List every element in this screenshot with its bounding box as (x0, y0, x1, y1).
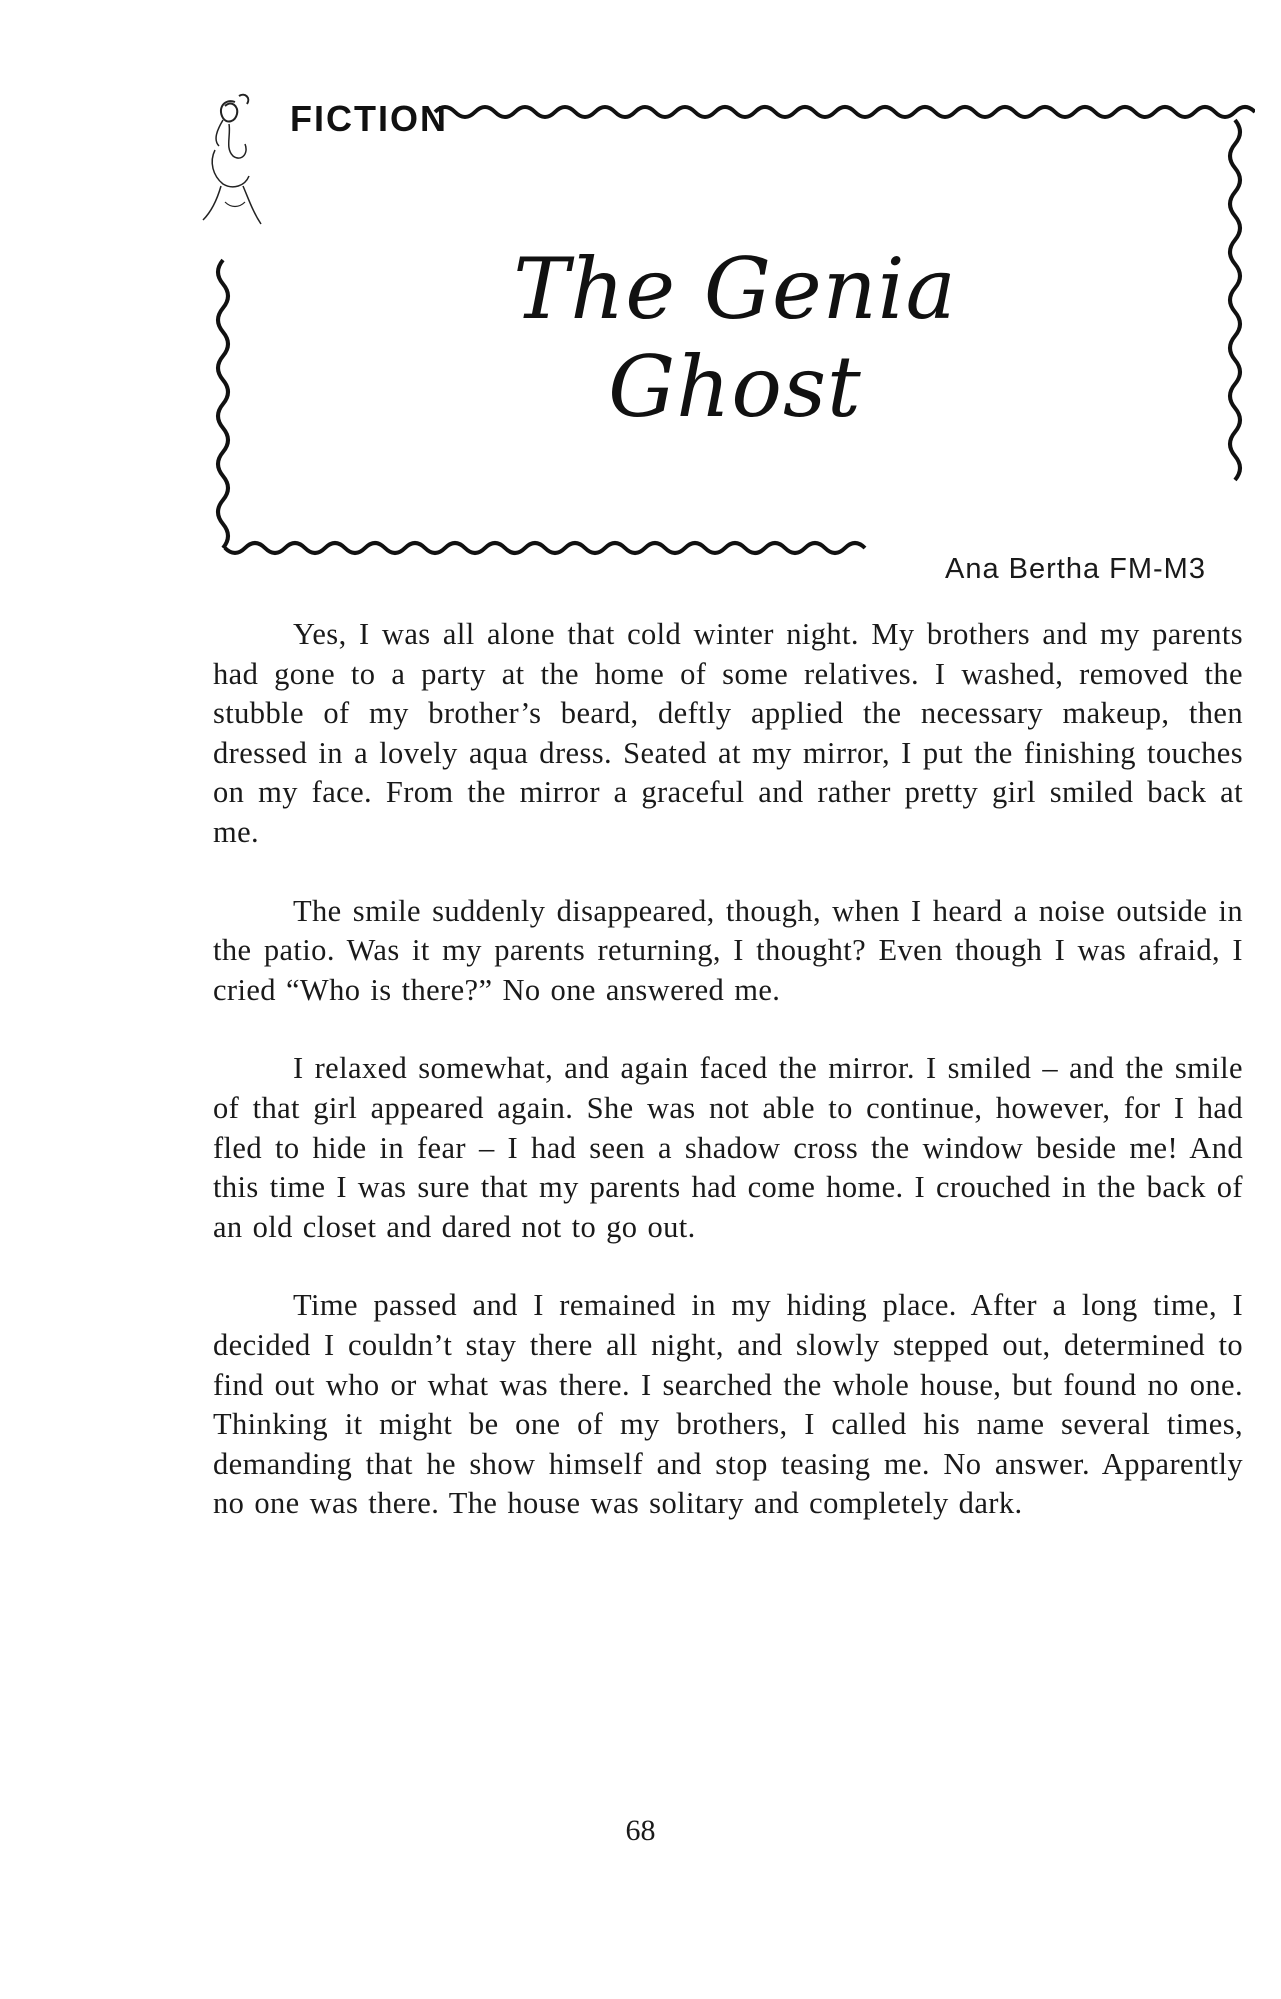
story-title: The Genia Ghost (513, 240, 957, 436)
section-label: FICTION (290, 98, 448, 139)
story-paragraph: Time passed and I remained in my hiding place. After a long time, I decided I couldn’t stay there all night, and slowly stepped out, determined to find out who or what was there. I searched the whole house, but found no one. Thinking it might be one of my brothers, I called his name several times, demanding that he show himself and stop teasing me. No answer. Apparently no one was there. The house was solitary and completely dark. (213, 1288, 1243, 1521)
story-paragraph: Yes, I was all alone that cold winter night. My brothers and my parents had gone to a party at the home of some relatives. I washed, removed the stubble of my brother’s beard, deftly applied the necessary makeup, then dressed in a lovely aqua dress. Seated at my mirror, I put the finishing touches on my face. From the mirror a graceful and rather pretty girl smiled back at me. (213, 617, 1243, 849)
story-header (195, 90, 1255, 570)
page-number: 68 (625, 1814, 656, 1847)
story-paragraph: The smile suddenly disappeared, though, when I heard a noise outside in the patio. Was it my parents returning, I thought? Even though I was afraid, I cried “Who is there?” No one answered me. (213, 893, 1243, 1007)
author-byline: Ana Bertha FM-M3 (945, 553, 1206, 585)
story-body (213, 615, 1243, 1563)
story-paragraph: I relaxed somewhat, and again faced the mirror. I smiled – and the smile of that girl appeared again. She was not able to continue, however, for I had fled to hide in fear – I had seen a shadow cross the window beside me! And this time I was sure that my parents had come home. I crouched in the back of an old closet and dared not to go out. (213, 1051, 1243, 1244)
